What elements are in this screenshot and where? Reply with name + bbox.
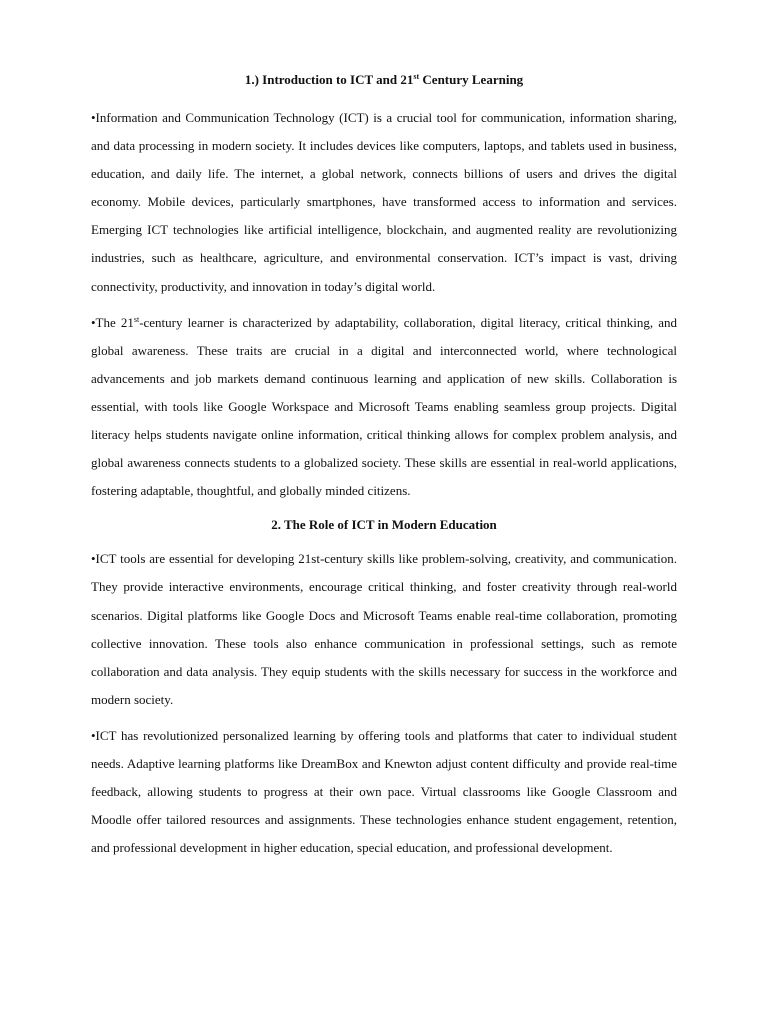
section-1-paragraph-2 bbox=[91, 309, 677, 506]
section-1-paragraph-2-suffix: -century learner is characterized by adaptability, collaboration, digital literacy, critical thinking, and global awareness. These traits are crucial in a digital and interconnected world, where technological advancements and job markets demand continuous learning and application of new skills. Collaboration is essential, with tools like Google Workspace and Microsoft Teams enabling seamless group projects. Digital literacy helps students navigate online information, critical thinking allows for complex problem analysis, and global awareness connects students to a globalized society. These skills are essential in real-world applications, fostering adaptable, thoughtful, and globally minded citizens. bbox=[91, 314, 678, 499]
section-1-heading-prefix: 1.) Introduction to ICT and 21 bbox=[244, 72, 414, 87]
section-2-paragraph-1: •ICT tools are essential for developing 21st-century skills like problem-solving, creativity, and communication. They provide interactive environments, encourage critical thinking, and foster creativity through real-world scenarios. Digital platforms like Google Docs and Microsoft Teams enable real-time collaboration, promoting collective innovation. These tools also enhance communication in professional settings, such as remote collaboration and data analysis. They equip students with the skills necessary for success in the workforce and modern society. bbox=[91, 551, 677, 707]
section-1-heading bbox=[91, 68, 677, 92]
section-2-paragraph-2: •ICT has revolutionized personalized learning by offering tools and platforms that cater to individual student needs. Adaptive learning platforms like DreamBox and Knewton adjust content difficulty and provide real-time feedback, allowing students to progress at their own pace. Virtual classrooms like Google Classroom and Moodle offer tailored resources and assignments. These technologies enhance student engagement, retention, and professional development in higher education, special education, and professional development. bbox=[91, 727, 677, 856]
section-1-heading-suffix: Century Learning bbox=[419, 72, 524, 87]
section-1-paragraph-1: •Information and Communication Technology (ICT) is a crucial tool for communication, information sharing, and data processing in modern society. It includes devices like computers, laptops, and tablets used in business, education, and daily life. The internet, a global network, connects billions of users and drives the digital economy. Mobile devices, particularly smartphones, have transformed access to information and services. Emerging ICT technologies like artificial intelligence, blockchain, and augmented reality are revolutionizing industries, such as healthcare, agriculture, and environmental conservation. ICT’s impact is vast, driving connectivity, productivity, and innovation in today’s digital world. bbox=[91, 110, 677, 294]
section-1-heading-superscript: st bbox=[413, 72, 420, 81]
section-1-paragraph-2-superscript: st bbox=[133, 314, 140, 324]
section-1-paragraph-2-prefix: •The 21 bbox=[91, 314, 134, 330]
section-2-heading: 2. The Role of ICT in Modern Education bbox=[271, 517, 497, 533]
